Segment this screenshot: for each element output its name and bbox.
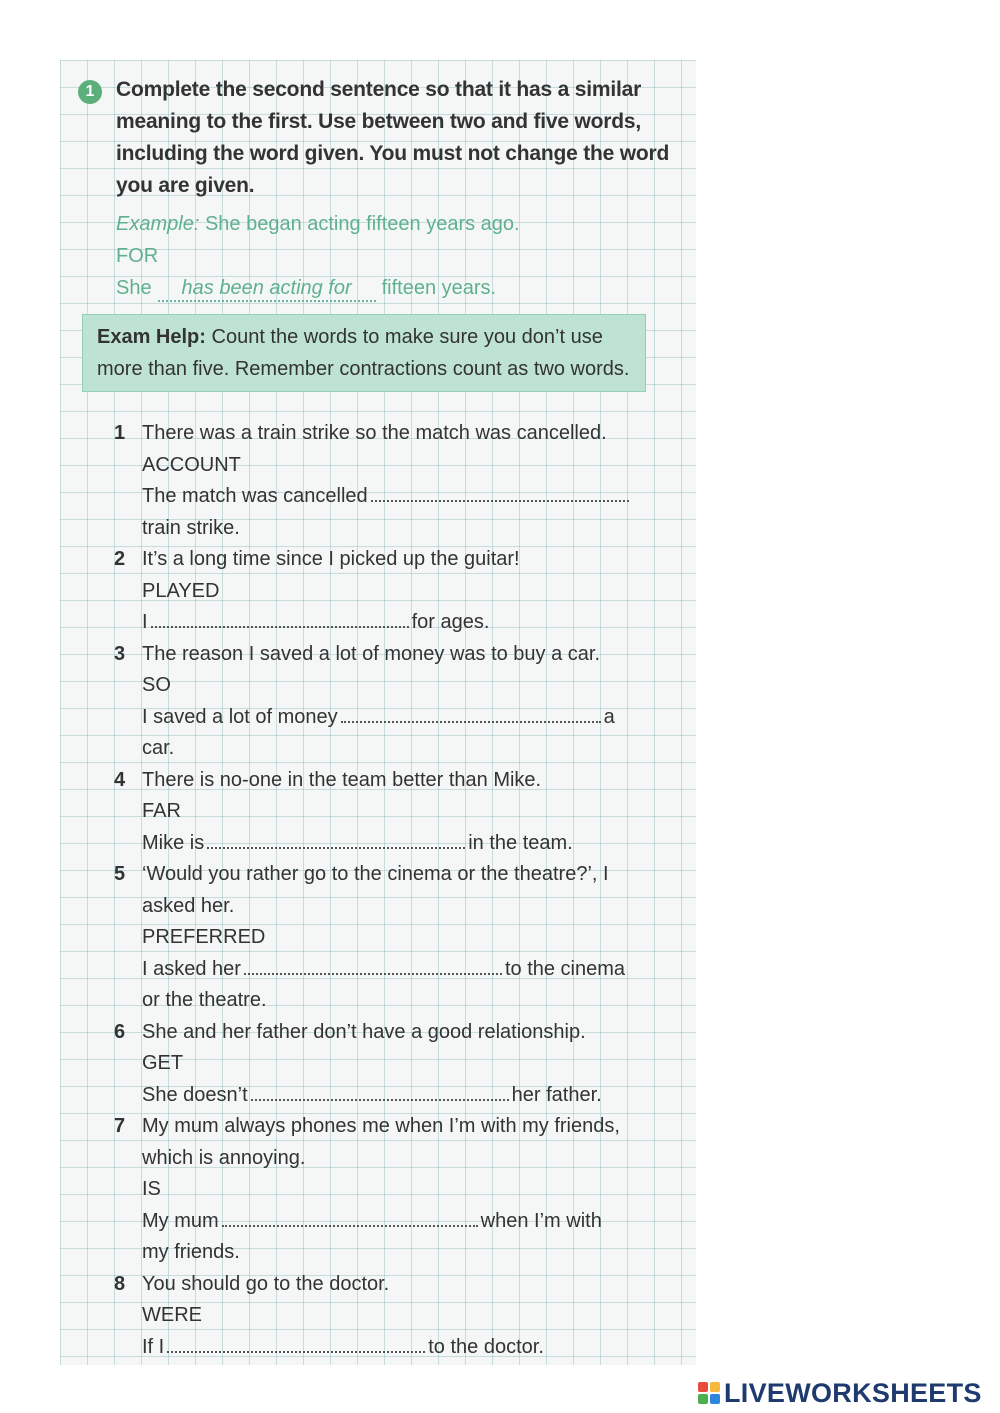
item-1 — [114, 418, 674, 544]
exam-help-box — [82, 314, 646, 392]
item-end: to the cinema — [504, 957, 626, 980]
logo-squares-icon — [698, 1382, 720, 1404]
item-keyword: GET — [142, 1052, 184, 1074]
item-sentence: ‘Would you rather go to the cinema or the theatre?’, I — [142, 863, 609, 885]
item-start: I — [142, 611, 148, 633]
item-end: her father. — [511, 1083, 602, 1106]
item-end-continued: or the theatre. — [142, 989, 267, 1011]
item-keyword: PREFERRED — [142, 926, 266, 948]
item-number: 1 — [114, 422, 126, 444]
item-end: for ages. — [411, 611, 490, 633]
item-keyword: ACCOUNT — [142, 453, 241, 476]
item-number: 3 — [114, 642, 126, 665]
exam-help-text: Count the words to make sure you don’t use more than five. Remember contractions count as two words. — [97, 326, 630, 380]
item-keyword: WERE — [142, 1304, 202, 1326]
logo-text: LIVEWORKSHEETS — [724, 1377, 982, 1408]
answer-blank[interactable] — [251, 1081, 509, 1101]
item-number: 7 — [114, 1115, 126, 1137]
item-number: 8 — [114, 1272, 126, 1295]
item-6 — [114, 1017, 674, 1112]
item-end: when I’m with — [480, 1209, 602, 1232]
example-keyword: FOR — [116, 245, 159, 267]
worksheet-page — [60, 60, 696, 1365]
example-label: Example: — [116, 213, 200, 235]
item-sentence: There is no-one in the team better than Mike. — [142, 768, 542, 791]
item-7 — [114, 1111, 674, 1269]
answer-blank[interactable] — [371, 482, 629, 502]
item-3 — [114, 639, 674, 765]
item-start: My mum — [142, 1209, 219, 1232]
item-number: 4 — [114, 768, 126, 791]
example-sentence: She began acting fifteen years ago. — [204, 213, 520, 235]
answer-blank[interactable] — [167, 1333, 425, 1353]
answer-blank[interactable] — [151, 608, 409, 628]
item-sentence: You should go to the doctor. — [142, 1272, 390, 1295]
item-start: I asked her — [142, 957, 241, 980]
item-4 — [114, 765, 674, 860]
liveworksheets-logo — [698, 1378, 982, 1408]
item-sentence: There was a train strike so the match was cancelled. — [142, 422, 607, 444]
item-end-continued: my friends. — [142, 1241, 240, 1263]
item-end: train strike. — [142, 516, 240, 539]
item-keyword: SO — [142, 674, 171, 696]
item-number: 2 — [114, 548, 126, 570]
example-start: She — [116, 277, 152, 299]
item-start: The match was cancelled — [142, 485, 368, 507]
answer-blank[interactable] — [341, 703, 601, 723]
item-start: If I — [142, 1335, 165, 1358]
item-sentence: The reason I saved a lot of money was to buy a car. — [142, 642, 601, 665]
task-instruction: Complete the second sentence so that it has a similar meaning to the first. Use between two and five words, including the word given. You must not change the word you are given. — [116, 78, 670, 197]
item-sentence: It’s a long time since I picked up the guitar! — [142, 548, 520, 570]
item-number: 5 — [114, 863, 126, 885]
item-number: 6 — [114, 1020, 126, 1043]
answer-blank[interactable] — [207, 829, 465, 849]
item-start: She doesn’t — [142, 1083, 248, 1106]
example-block — [116, 208, 676, 304]
item-sentence: She and her father don’t have a good relationship. — [142, 1020, 586, 1043]
item-start: Mike is — [142, 831, 205, 854]
item-2 — [114, 544, 674, 639]
exercise-items — [114, 418, 674, 1363]
item-sentence-continued: asked her. — [142, 894, 235, 917]
item-end: to the doctor. — [428, 1335, 544, 1358]
item-keyword: PLAYED — [142, 579, 220, 602]
item-keyword: FAR — [142, 800, 181, 822]
item-end-continued: car. — [142, 737, 175, 759]
exam-help-label: Exam Help: — [97, 326, 206, 348]
item-5 — [114, 859, 674, 1017]
answer-blank[interactable] — [222, 1207, 478, 1227]
task-number-badge: 1 — [78, 80, 102, 104]
example-answer: has been acting for — [158, 276, 376, 302]
example-end: fifteen years. — [381, 277, 497, 299]
answer-blank[interactable] — [244, 955, 502, 975]
item-end: a — [603, 705, 615, 728]
item-start: I saved a lot of money — [142, 705, 338, 728]
item-end: in the team. — [468, 831, 573, 854]
item-sentence: My mum always phones me when I’m with my friends, — [142, 1115, 620, 1137]
item-8 — [114, 1269, 674, 1364]
item-sentence-continued: which is annoying. — [142, 1146, 306, 1169]
item-keyword: IS — [142, 1178, 161, 1200]
